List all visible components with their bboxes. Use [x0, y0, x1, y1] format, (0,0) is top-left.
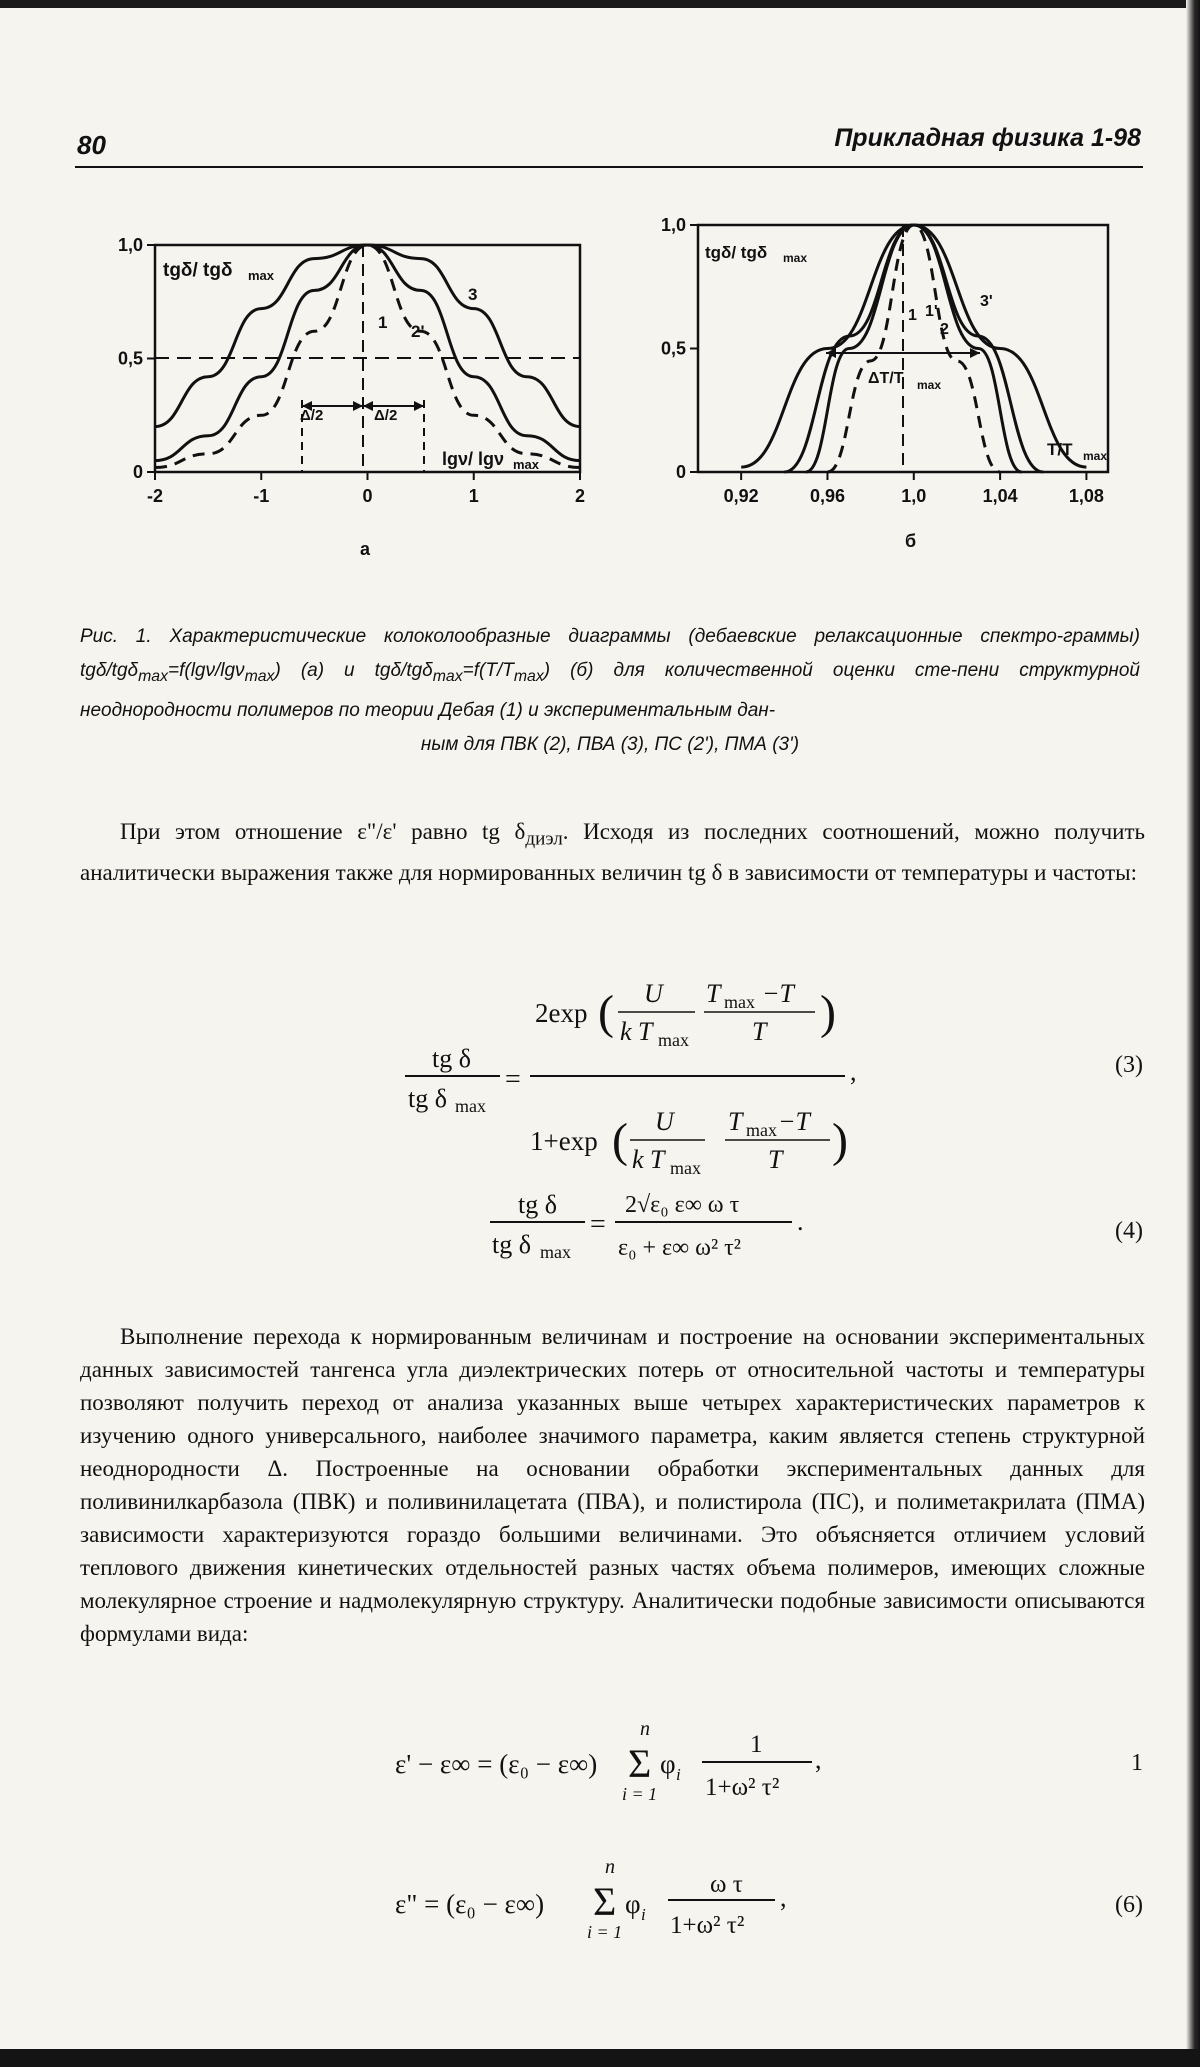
scan-border-bottom — [0, 2049, 1200, 2067]
para1-text-1: При этом отношение ε"/ε' равно tg δ — [120, 819, 526, 844]
eq5-sum-bottom: i = 1 — [622, 1784, 658, 1804]
para1-text-2: . Исходя из последних соотношений, можно получить аналитически выражения также для нормированных величин tg δ в зависимости от температуры и частоты: — [80, 819, 1145, 885]
eq3-den-Tmax-sub: max — [746, 1120, 777, 1140]
eq3-num-kT-sub: max — [658, 1030, 689, 1050]
para1-sub: диэл — [525, 828, 563, 850]
paragraph-1 — [80, 815, 1145, 889]
chart-a-xlabel: lgν/ lgν — [442, 449, 505, 469]
chart-a-label: а — [360, 539, 371, 559]
eq4-lhs-den-sub: max — [540, 1242, 571, 1262]
chart-b-curve-label-3prime: 3' — [980, 293, 993, 310]
paragraph-2: Выполнение перехода к нормированным величинам и построение на основании экспериментальных данных зависимостей тангенса угла диэлектрических потерь от относительной частоты и температуры позволяют получить переход от анализа указанных выше четырех характеристических параметров к изучению одного универсального, наиболее значимого параметра, каким является степень структурной неоднородности Δ. Построенные на основании обработки экспериментальных данных для поливинилкарбазола (ПВК) и поливинилацетата (ПВА), и полистирола (ПС), и полиметакрилата (ПМА) зависимости характеризуются гораздо большими величинами. Это объясняется отличием условий теплового движения кинетических отдельностей разных частях объема полимеров, имеющих сложные молекулярное строение и надмолекулярную структуру. Аналитически подобные зависимости описываются формулами вида: — [80, 1324, 1145, 1646]
eq4-num: 2√ε₀ ε∞ ω τ — [625, 1192, 740, 1218]
eq4-den: ε₀ + ε∞ ω² τ² — [618, 1235, 741, 1261]
eq4-lhs-den: tg δ — [492, 1230, 531, 1259]
chart-a-xlabel-sub: max — [513, 457, 540, 472]
eq3-den-paren-l: ( — [612, 1114, 628, 1167]
chart-b-ylabel: tgδ/ tgδ — [705, 243, 768, 262]
page-number: 80 — [77, 130, 106, 160]
chart-a-width-label-right: Δ/2 — [374, 407, 398, 424]
chart-b-xlabel-sub: max — [1083, 449, 1108, 463]
caption-text-3: ) (а) и tgδ/tgδ — [274, 660, 433, 681]
eq3-den-U: U — [655, 1107, 674, 1136]
chart-b-ytick-label: 0,5 — [660, 338, 686, 359]
chart-b-xlabel: T/T — [1047, 440, 1073, 459]
eq3-den-paren-r: ) — [832, 1114, 848, 1167]
journal-title: Прикладная физика 1-98 — [834, 124, 1141, 152]
eq3-den-Tmax: T — [728, 1107, 743, 1136]
chart-b-ytick-label: 0 — [675, 462, 686, 482]
eq6-comma: , — [780, 1883, 787, 1912]
eq4-dot: . — [797, 1207, 804, 1236]
eq5-frac-den: 1+ω² τ² — [705, 1774, 780, 1801]
eq3-num-kT: k T — [620, 1017, 653, 1046]
eq3-number: (3) — [1115, 1052, 1143, 1078]
eq3-num-minus-T: −T — [762, 979, 795, 1008]
chart-b-xtick-label: 1,04 — [982, 486, 1018, 506]
chart-a-xtick-label: -1 — [253, 486, 270, 506]
eq3-den-minus-T: −T — [778, 1107, 811, 1136]
arrow-head-mid-right — [363, 401, 373, 411]
chart-a-width-label-left: Δ/2 — [300, 407, 324, 424]
chart-b-width-label-sub: max — [917, 378, 942, 392]
eq6-sum-bottom: i = 1 — [587, 1922, 623, 1942]
caption-text-6: ным для ПВК (2), ПВА (3), ПС (2'), ПМА (3') — [420, 733, 800, 755]
eq4-number: (4) — [1115, 1218, 1143, 1244]
eq5-sigma: Σ — [628, 1741, 652, 1786]
chart-b-xtick-label: 0,96 — [809, 486, 845, 506]
chart-b-ylabel-sub: max — [783, 251, 808, 265]
chart-b-curve-label-2: 2 — [940, 321, 949, 338]
chart-b-label: б — [905, 531, 917, 551]
chart-b-xtick-label: 0,92 — [723, 486, 759, 506]
caption-sub-3: max — [432, 667, 463, 685]
eq4-equals: = — [590, 1209, 606, 1240]
eq5-frac-num: 1 — [750, 1731, 763, 1758]
chart-a-ytick-label: 1,0 — [117, 235, 143, 255]
eq3-den-exp: 1+exp — [530, 1126, 598, 1156]
eq3-lhs-den-sub: max — [455, 1096, 486, 1116]
chart-a-curve-label-3: 3 — [468, 285, 478, 304]
eq3-num-exp: 2exp — [535, 998, 588, 1028]
eq4-lhs-num: tg δ — [518, 1190, 557, 1219]
chart-b-xtick-label: 1,08 — [1068, 486, 1104, 506]
eq3-equals: = — [505, 1064, 521, 1095]
chart-a-xtick-label: 2 — [574, 486, 586, 506]
arrow-head-mid-left — [353, 401, 363, 411]
chart-b-series-2 — [806, 225, 1022, 472]
eq5-number: 1 — [1131, 1750, 1143, 1776]
eq5-comma: , — [815, 1745, 822, 1774]
eq3-den-kT: k T — [632, 1145, 665, 1174]
caption-text-5: ) (б) для количественной оценки сте-пени структурной неоднородности полимеров по теории Дебая (1) и экспериментальным дан- — [80, 660, 1140, 721]
eq3-num-paren-l: ( — [598, 986, 614, 1039]
eq6-phi: φ — [625, 1889, 641, 1919]
chart-a-xtick-label: 1 — [468, 486, 479, 506]
equation-5 — [395, 1718, 822, 1804]
caption-sub-4: max — [513, 667, 544, 685]
eq6-frac-den: 1+ω² τ² — [670, 1912, 745, 1939]
eq3-den-kT-sub: max — [670, 1158, 701, 1178]
chart-a-xtick-label: -2 — [146, 486, 164, 506]
eq5-phi: φ — [660, 1749, 676, 1779]
chart-b-ytick-label: 1,0 — [660, 215, 686, 235]
eq3-comma: , — [850, 1057, 857, 1086]
chart-a-curve-label-1: 1 — [378, 313, 388, 332]
chart-a-ytick-label: 0 — [132, 462, 143, 482]
chart-a-xtick-label: 0 — [362, 486, 373, 506]
caption-text-1: Характеристические колоколообразные диаграммы (дебаевские релаксационные спектро-граммы) tgδ/tgδ — [80, 626, 1140, 681]
chart-a-ylabel: tgδ/ tgδ — [163, 260, 233, 281]
caption-prefix: Рис. 1. — [80, 626, 152, 647]
eq3-num-Tmax-sub: max — [724, 992, 755, 1012]
eq3-num-Tmax: T — [706, 979, 721, 1008]
eq3-lhs-den: tg δ — [408, 1084, 447, 1113]
equation-3 — [405, 979, 857, 1178]
eq6-number: (6) — [1115, 1892, 1143, 1918]
eq3-num-paren-r: ) — [820, 986, 836, 1039]
eq6-sum-top: n — [605, 1856, 615, 1878]
chart-b-xtick-label: 1,0 — [901, 486, 927, 506]
caption-text-2: =f(lgν/lgν — [168, 660, 245, 681]
caption-text-4: =f(T/T — [462, 660, 514, 681]
caption-sub-2: max — [244, 667, 275, 685]
figure-caption — [80, 620, 1140, 762]
eq5-phi-sub: i — [676, 1765, 681, 1784]
chart-b — [661, 215, 1108, 551]
eq5-sum-top: n — [640, 1718, 650, 1740]
eq6-sigma: Σ — [593, 1879, 617, 1924]
eq3-den-T: T — [768, 1145, 783, 1174]
caption-sub-1: max — [138, 667, 168, 685]
eq6-phi-sub: i — [641, 1905, 646, 1924]
eq3-num-U: U — [644, 979, 663, 1008]
chart-a-ytick-label: 0,5 — [117, 348, 143, 369]
chart-a-ylabel-sub: max — [248, 268, 275, 283]
eq3-lhs-num: tg δ — [432, 1044, 471, 1073]
equation-6 — [395, 1856, 787, 1942]
eq5-lhs: ε' − ε∞ = (ε₀ − ε∞) — [395, 1749, 598, 1779]
eq6-lhs: ε" = (ε₀ − ε∞) — [395, 1889, 545, 1919]
chart-b-width-label: ΔT/T — [868, 370, 904, 387]
chart-a-curve-label-2: 2' — [411, 322, 425, 341]
chart-a — [118, 235, 585, 559]
eq6-frac-num: ω τ — [710, 1871, 743, 1898]
arrow-head-right — [414, 401, 424, 411]
chart-b-curve-label-1: 1 — [908, 307, 917, 324]
equation-4 — [490, 1190, 804, 1262]
eq3-num-T: T — [752, 1017, 767, 1046]
chart-b-curve-label-1prime: 1' — [925, 303, 938, 320]
